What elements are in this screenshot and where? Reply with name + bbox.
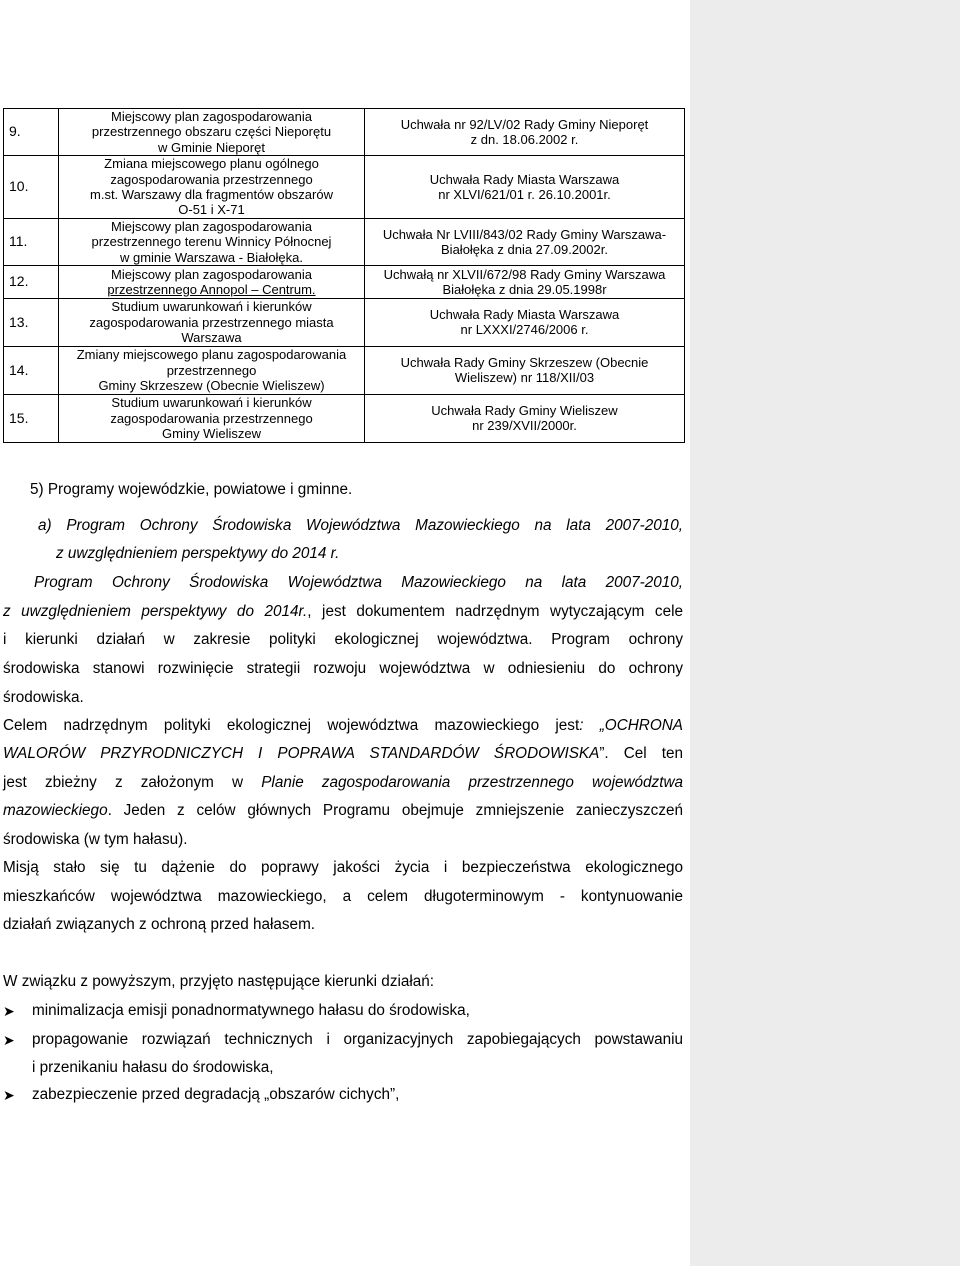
arrow-bullet-icon: ➤: [3, 1087, 15, 1103]
resolution-line: nr LXXXI/2746/2006 r.: [460, 322, 589, 338]
plan-name-line: w Gminie Nieporęt: [158, 139, 265, 155]
resolution-cell: [365, 346, 685, 394]
plan-name-line: Gminy Wieliszew: [162, 426, 261, 442]
text-run: jest zbieżny z założonym w: [3, 774, 262, 791]
point-a-title: a) Program Ochrony Środowiska Województwa Mazowieckiego na lata 2007-2010,: [38, 517, 683, 534]
resolution-cell: [365, 298, 685, 346]
resolution-cell: [365, 218, 685, 265]
table-row: [4, 109, 685, 156]
resolution-cell: [365, 394, 685, 442]
table-row: [4, 346, 685, 394]
plan-name-line: Miejscowy plan zagospodarowania: [111, 218, 312, 234]
list-item-continued: i przenikaniu hałasu do środowiska,: [32, 1059, 274, 1076]
paragraph-line: [3, 801, 683, 821]
paragraph-line: W związku z powyższym, przyjęto następujące kierunki działań:: [3, 973, 435, 990]
text-run: : „OCHRONA: [579, 717, 683, 734]
table-row: [4, 298, 685, 346]
program-title-italic: z uwzględnieniem perspektywy do 2014r.: [3, 603, 308, 620]
plan-name-line: zagospodarowania przestrzennego: [110, 171, 313, 187]
paragraph-line: [3, 716, 683, 736]
plan-name-line: Gminy Skrzeszew (Obecnie Wieliszew): [98, 378, 325, 394]
plan-name-line: Zmiana miejscowego planu ogólnego: [104, 156, 319, 172]
list-item: minimalizacja emisji ponadnormatywnego hałasu do środowiska,: [32, 1002, 470, 1019]
text-run: Planie zagospodarowania przestrzennego województwa: [261, 774, 684, 791]
paragraph-line: [3, 744, 683, 764]
section-heading: 5) Programy wojewódzkie, powiatowe i gminne.: [30, 481, 353, 498]
row-number: 15.: [4, 394, 59, 442]
resolution-line: Uchwała Rady Miasta Warszawa: [429, 171, 620, 187]
paragraph-line: środowiska (w tym hałasu).: [3, 831, 188, 848]
table-row: [4, 218, 685, 265]
text-run: . Jeden z celów głównych Programu obejmuje zmniejszenie zanieczyszczeń: [107, 802, 683, 819]
plan-name-line: Studium uwarunkowań i kierunków: [111, 299, 312, 315]
resolution-line: z dn. 18.06.2002 r.: [470, 131, 579, 147]
text-run: ”. Cel ten: [599, 745, 684, 762]
table-row: [4, 265, 685, 298]
resolution-line: Białołęka z dnia 27.09.2002r.: [441, 241, 608, 257]
paragraph-line: środowiska.: [3, 689, 84, 706]
resolution-line: Uchwała Rady Gminy Wieliszew: [431, 403, 618, 419]
paragraph-line: [3, 773, 683, 793]
row-number: 9.: [4, 109, 59, 156]
paragraph-line: środowiska stanowi rozwinięcie strategii rozwoju województwa w odniesieniu do ochrony: [3, 660, 683, 677]
plan-name-cell: [59, 394, 365, 442]
resolution-line: Uchwałą nr XLVII/672/98 Rady Gminy Warszawa: [383, 266, 666, 282]
row-number: 12.: [4, 265, 59, 298]
list-item: zabezpieczenie przed degradacją „obszarów cichych”,: [32, 1086, 400, 1103]
plan-name-cell: [59, 155, 365, 218]
resolution-line: Uchwała nr 92/LV/02 Rady Gminy Nieporęt: [400, 116, 649, 132]
resolution-line: Uchwała Rady Miasta Warszawa: [429, 307, 620, 323]
plan-name-line: O-51 i X-71: [178, 202, 245, 218]
plan-name-line: przestrzennego terenu Winnicy Północnej: [91, 234, 332, 250]
plan-name-line: Studium uwarunkowań i kierunków: [111, 395, 312, 411]
plan-name-cell: [59, 265, 365, 298]
plan-name-line: m.st. Warszawy dla fragmentów obszarów: [90, 186, 333, 202]
paragraph-line: i kierunki działań w zakresie polityki ekologicznej województwa. Program ochrony: [3, 631, 683, 648]
plan-name-line: Miejscowy plan zagospodarowania: [111, 109, 312, 124]
paragraph-line: działań związanych z ochroną przed hałasem.: [3, 916, 316, 933]
resolution-line: nr XLVI/621/01 r. 26.10.2001r.: [438, 186, 611, 202]
plan-name-cell: [59, 298, 365, 346]
text-run: , jest dokumentem nadrzędnym wytyczającym cele: [307, 603, 683, 620]
table-row: [4, 394, 685, 442]
table-row: [4, 155, 685, 218]
plan-name-line: przestrzennego: [166, 362, 257, 378]
row-number: 13.: [4, 298, 59, 346]
row-number: 14.: [4, 346, 59, 394]
plan-name-line: Warszawa: [181, 330, 242, 346]
paragraph-line: Program Ochrony Środowiska Województwa Mazowieckiego na lata 2007-2010,: [34, 574, 683, 591]
row-number: 11.: [4, 218, 59, 265]
plan-name-line: przestrzennego Annopol – Centrum.: [107, 281, 316, 297]
resolution-line: Uchwała Rady Gminy Skrzeszew (Obecnie: [400, 355, 649, 371]
paragraph-line: [3, 602, 683, 622]
plan-name-line: zagospodarowania przestrzennego miasta: [89, 314, 334, 330]
plan-name-cell: [59, 346, 365, 394]
plan-name-line: zagospodarowania przestrzennego: [110, 410, 313, 426]
plan-name-line: Zmiany miejscowego planu zagospodarowania: [76, 347, 347, 363]
resolution-line: Wieliszew) nr 118/XII/03: [454, 370, 595, 386]
arrow-bullet-icon: ➤: [3, 1032, 15, 1048]
plan-name-cell: [59, 218, 365, 265]
plan-name-line: w gminie Warszawa - Białołęka.: [119, 249, 304, 265]
planning-documents-table: [3, 108, 685, 443]
row-number: 10.: [4, 155, 59, 218]
resolution-line: Uchwała Nr LVIII/843/02 Rady Gminy Warszawa-: [382, 226, 667, 242]
point-a-title-continued: z uwzględnieniem perspektywy do 2014 r.: [56, 545, 340, 562]
resolution-line: nr 239/XVII/2000r.: [472, 418, 577, 434]
arrow-bullet-icon: ➤: [3, 1003, 15, 1019]
paragraph-line: Misją stało się tu dążenie do poprawy jakości życia i bezpieczeństwa ekologicznego: [3, 859, 683, 876]
text-run: WALORÓW PRZYRODNICZYCH I POPRAWA STANDARDÓW ŚRODOWISKA: [3, 745, 600, 762]
plan-name-line: przestrzennego obszaru części Nieporętu: [91, 124, 332, 140]
text-run: Celem nadrzędnym polityki ekologicznej województwa mazowieckiego jest: [3, 717, 580, 734]
list-item: propagowanie rozwiązań technicznych i organizacyjnych zapobiegających powstawaniu: [32, 1031, 683, 1048]
resolution-cell: [365, 109, 685, 156]
resolution-line: Białołęka z dnia 29.05.1998r: [442, 281, 607, 297]
plan-name-cell: [59, 109, 365, 156]
resolution-cell: [365, 155, 685, 218]
resolution-cell: [365, 265, 685, 298]
paragraph-line: mieszkańców województwa mazowieckiego, a celem długoterminowym - kontynuowanie: [3, 888, 683, 905]
comment-margin-panel: [690, 0, 960, 1266]
text-run: mazowieckiego: [3, 802, 108, 819]
plan-name-line: Miejscowy plan zagospodarowania: [111, 266, 312, 282]
